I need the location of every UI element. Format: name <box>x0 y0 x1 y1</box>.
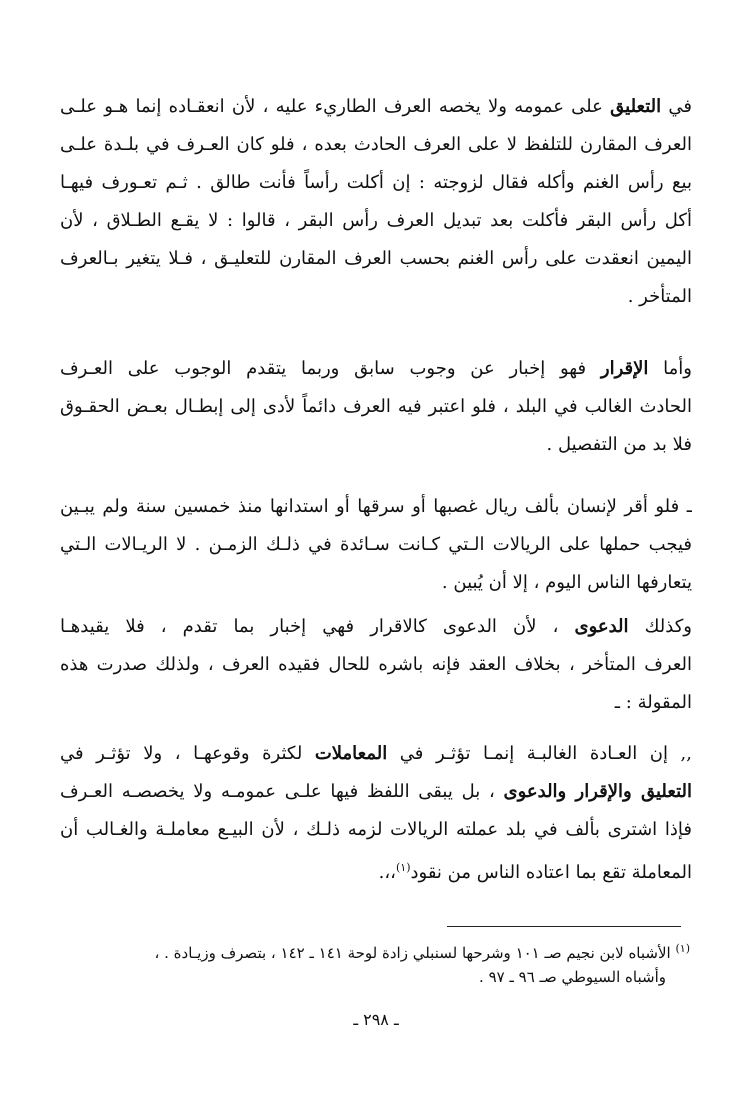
paragraph-quotation <box>60 735 692 887</box>
key-term: التعليق <box>610 96 662 117</box>
text-line: اليمين انعقدت على رأس الغنم بحسب العرف المقارن للتعليـق ، فـلا يتغير بـالعرف <box>60 248 692 269</box>
key-term: التعليق والإقرار والدعوى <box>503 781 692 802</box>
text-line: العرف المقارن للتلفظ لا على العرف الحادث بعده ، فلو كان العـرف في بلـدة علـى <box>60 134 692 155</box>
paragraph-ta-liq <box>60 88 692 316</box>
text-line: فإذا اشترى بألف في بلد عملته الريالات لزمه ذلـك ، لأن البيـع معاملـة والغـالب أن <box>60 819 692 840</box>
footnote-divider <box>447 926 681 927</box>
text-line-content: المعاملة تقع بما اعتاده الناس من نقود <box>410 862 692 883</box>
text-line: ,, إن العـادة الغالبـة إنمـا تؤثـر في المعاملات لكثرة وقوعهـا ، ولا تؤثـر في <box>60 743 692 764</box>
text-line: وكذلك الدعوى ، لأن الدعوى كالاقرار فهي إخبار بما تقدم ، فلا يقيدهـا <box>60 616 692 637</box>
text-line: الحادث الغالب في البلد ، فلو اعتبر فيه العرف دائماً لأدى إلى إبطـال بعـض الحقـوق <box>60 396 692 417</box>
page-number: ـ ٢٩٨ ـ <box>353 1010 399 1029</box>
text-line: بيع رأس الغنم وأكله فقال لزوجته : إن أكلت رأساً فأنت طالق . ثـم تعـورف فيهـا <box>60 172 692 193</box>
key-term: الإقرار <box>600 358 649 379</box>
text-line: يتعارفها الناس اليوم ، إلا أن يُبين . <box>441 572 692 593</box>
paragraph-da-wa <box>60 608 692 722</box>
text-line: ـ فلو أقر لإنسان بألف ريال غصبها أو سرقها أو استدانها منذ خمسين سنة ولم يبـين <box>60 496 692 517</box>
text-line <box>60 88 692 126</box>
footnote-reference[interactable]: (١) <box>395 861 411 874</box>
text-line: العرف المتأخر ، بخلاف العقد فإنه باشره للحال فقيده العرف ، ولذلك صدرت هذه <box>60 654 692 675</box>
text-line: فيجب حملها على الريالات الـتي كـانت سـائدة في ذلـك الزمـن . لا الريـالات الـتي <box>60 534 692 555</box>
footnote-text: الأشباه لابن نجيم صـ ١٠١ وشرحها لسنبلي زادة لوحة ١٤١ ـ ١٤٢ ، بتصرف وزيـادة . ، <box>154 944 671 962</box>
key-term: الدعوى <box>574 616 629 637</box>
paragraph-example <box>60 488 692 602</box>
text-line: المتأخر . <box>627 286 692 307</box>
closing-quote: ،،. <box>378 862 396 883</box>
footnote-line <box>60 935 690 963</box>
text-line: وأما الإقرار فهو إخبار عن وجوب سابق وربما يتقدم الوجوب على العـرف <box>60 358 692 379</box>
text-line: التعليق والإقرار والدعوى ، بل يبقى اللفظ فيها علـى عمومـه ولا يخصصـه العـرف <box>60 781 692 802</box>
footnote <box>60 935 690 991</box>
footnote-marker: (١) <box>675 942 690 955</box>
text-line: أكل رأس البقر فأكلت بعد تبديل العرف رأس البقر ، قالوا : لا يقـع الطـلاق ، لأن <box>60 210 692 231</box>
key-term: المعاملات <box>314 743 388 764</box>
text-line <box>60 849 692 887</box>
text-line: فلا بد من التفصيل . <box>546 434 692 455</box>
text-line-content: في التعليق على عمومه ولا يخصه العرف الطاريء عليه ، لأن انعقـاده إنما هـو علـى <box>60 96 692 117</box>
paragraph-iqrar <box>60 350 692 464</box>
footnote-line: وأشباه السيوطي صـ ٩٦ ـ ٩٧ . <box>479 968 666 986</box>
text-line: المقولة : ـ <box>614 692 692 713</box>
